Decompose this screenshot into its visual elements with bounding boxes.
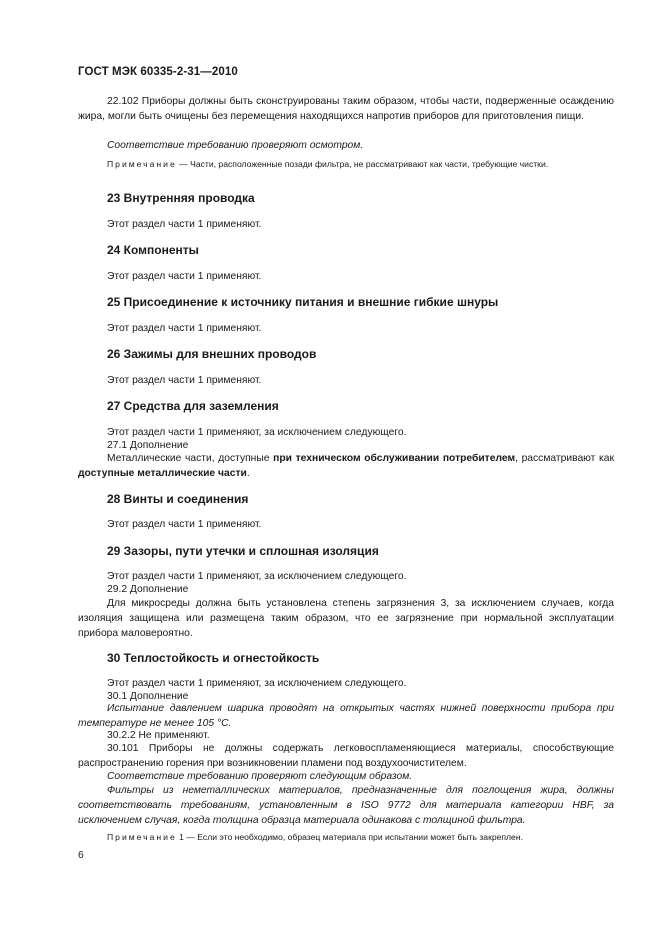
note-30-label: Примечание — [107, 832, 177, 842]
s27-text-a: Металлические части, доступные — [107, 453, 274, 464]
section-27-heading: 27 Средства для заземления — [107, 399, 279, 413]
section-29-heading: 29 Зазоры, пути утечки и сплошная изоляция — [107, 544, 379, 558]
section-30-1-paragraph: Испытание давлением шарика проводят на открытых частях нижней поверхности прибора при температуре не менее 105 °С. — [78, 703, 614, 729]
page-number: 6 — [78, 850, 84, 861]
section-30-text: Этот раздел части 1 применяют, за исключением следующего. — [107, 678, 407, 689]
section-26-heading: 26 Зажимы для внешних проводов — [107, 347, 317, 361]
note-22-label: Примечание — [107, 159, 177, 169]
section-25-text: Этот раздел части 1 применяют. — [107, 323, 262, 334]
note-30-text: 1 — Если это необходимо, образец материала при испытании может быть закреплен. — [176, 832, 523, 842]
section-30-check: Соответствие требованию проверяют следующим образом. — [107, 771, 413, 782]
paragraph-22-102: 22.102 Приборы должны быть сконструированы таким образом, чтобы части, подверженные осаждению жира, могли быть очищены без перемещения находящихся напротив приборов для приготовления пищи. — [78, 96, 614, 122]
section-23-heading: 23 Внутренняя проводка — [107, 191, 255, 205]
section-25-heading: 25 Присоединение к источнику питания и внешние гибкие шнуры — [107, 295, 499, 309]
s27-term-maintenance: при техническом обслуживании потребителем — [273, 453, 516, 464]
note-22-text: — Части, расположенные позади фильтра, не рассматривают как части, требующие чистки. — [176, 159, 549, 169]
document-header: ГОСТ МЭК 60335-2-31—2010 — [78, 66, 238, 78]
section-28-text: Этот раздел части 1 применяют. — [107, 519, 262, 530]
section-27-paragraph — [78, 451, 614, 481]
section-30-1: 30.1 Дополнение — [107, 691, 189, 702]
section-29-text: Этот раздел части 1 применяют, за исключением следующего. — [107, 571, 407, 582]
section-29-2: 29.2 Дополнение — [107, 584, 189, 595]
paragraph-22-check: Соответствие требованию проверяют осмотром. — [107, 140, 364, 151]
section-27-1: 27.1 Дополнение — [107, 440, 189, 451]
section-23-text: Этот раздел части 1 применяют. — [107, 219, 262, 230]
s27-text-c: , рассматривают как — [515, 453, 614, 464]
section-24-text: Этот раздел части 1 применяют. — [107, 271, 262, 282]
section-30-filters: Фильтры из неметаллических материалов, предназначенные для поглощения жира, должны соответствовать требованиям, установленным в ISO 9772 для материала категории HBF, за исключением случая, когда толщина образца материала одинакова с толщиной фильтра. — [78, 785, 614, 826]
section-27-text: Этот раздел части 1 применяют, за исключением следующего. — [107, 427, 407, 438]
section-30-101: 30.101 Приборы не должны содержать легковоспламеняющиеся материалы, способствующие распространению горения при возникновении пламени под воздухоочистителем. — [78, 743, 614, 769]
section-26-text: Этот раздел части 1 применяют. — [107, 375, 262, 386]
s27-term-accessible-metal: доступные металлические части — [78, 468, 247, 479]
s27-text-e: . — [246, 468, 250, 479]
note-22 — [78, 158, 614, 170]
section-30-heading: 30 Теплостойкость и огнестойкость — [107, 651, 320, 665]
section-28-heading: 28 Винты и соединения — [107, 492, 249, 506]
section-24-heading: 24 Компоненты — [107, 243, 199, 257]
note-30 — [78, 831, 614, 843]
section-30-2-2: 30.2.2 Не применяют. — [107, 730, 210, 741]
section-29-paragraph: Для микросреды должна быть установлена степень загрязнения 3, за исключением случаев, когда изоляция защищена или размещена таким образом, что ее загрязнение при нормальной эксплуатации прибора маловероятно. — [78, 598, 614, 639]
